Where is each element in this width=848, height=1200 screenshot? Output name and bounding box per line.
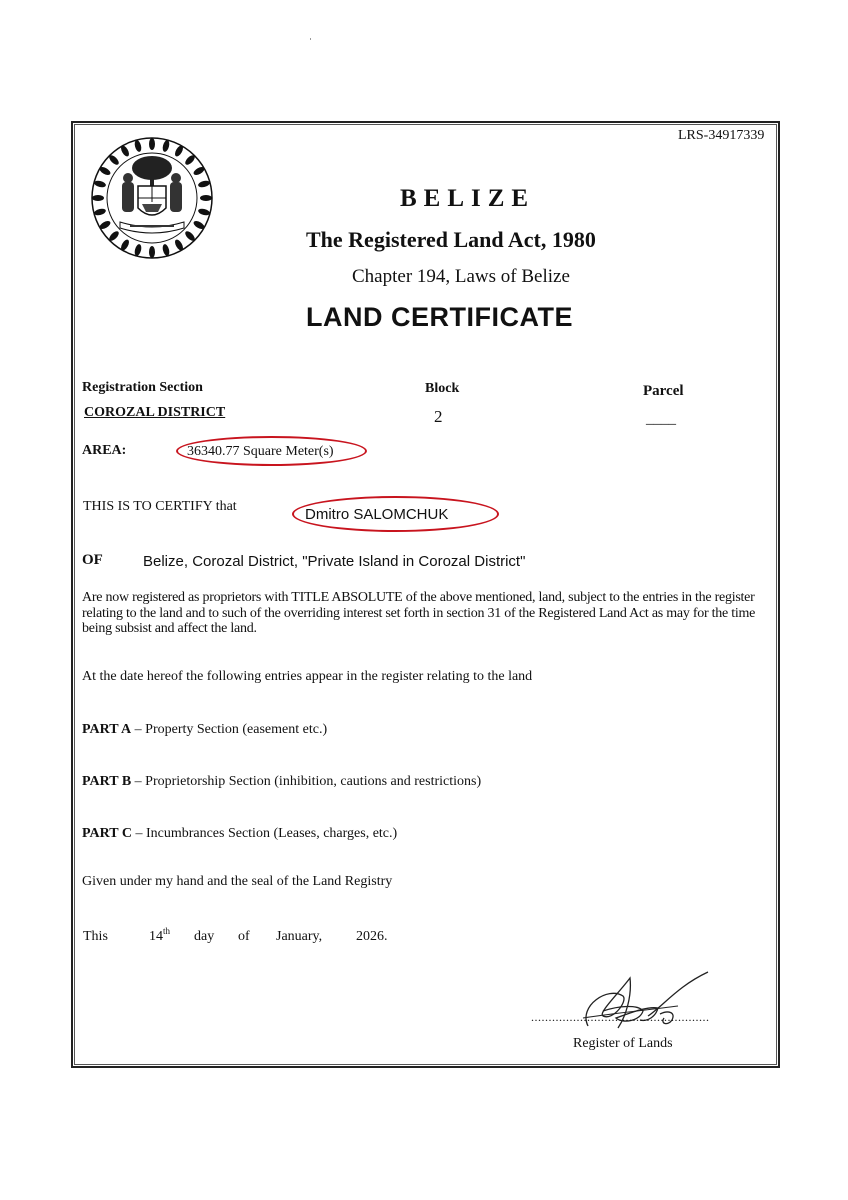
date-day-suffix: th [163, 926, 171, 936]
part-b-line [82, 774, 481, 790]
scan-speck [310, 38, 311, 40]
parcel-value: ____ [646, 411, 676, 427]
of-label: OF [82, 552, 103, 568]
date-year: 2026. [356, 929, 388, 944]
belize-coat-of-arms-seal [90, 136, 214, 260]
part-c-text: – Incumbrances Section (Leases, charges, etc.) [131, 826, 398, 841]
registration-section-value: COROZAL DISTRICT [84, 405, 226, 420]
country-title: BELIZE [400, 185, 536, 212]
certificate-title: LAND CERTIFICATE [306, 302, 573, 332]
act-title: The Registered Land Act, 1980 [306, 227, 596, 252]
registration-statement: Are now registered as proprietors with TITLE ABSOLUTE of the above mentioned, land, subject to the entries in the register relating to the land and to such of the overriding interest set forth in section 31 of the Registered Land Act as may for the time being subsist and affect the land. [82, 590, 756, 636]
reference-number: LRS-34917339 [678, 128, 765, 143]
entries-intro: At the date hereof the following entries appear in the register relating to the land [82, 669, 533, 684]
signature-line: ................................................... [531, 1010, 710, 1024]
date-of-word: of [238, 929, 250, 944]
date-month: January, [276, 929, 323, 944]
part-c-line [82, 826, 397, 842]
area-value: 36340.77 Square Meter(s) [187, 444, 334, 459]
given-statement: Given under my hand and the seal of the Land Registry [82, 874, 393, 889]
chapter-subtitle: Chapter 194, Laws of Belize [352, 266, 570, 287]
part-b-text: – Proprietorship Section (inhibition, cautions and restrictions) [131, 774, 482, 789]
date-day-number: 14 [149, 929, 163, 944]
part-a-line [82, 722, 327, 738]
registration-section-label: Registration Section [82, 380, 203, 395]
part-a-label: PART A [82, 722, 132, 737]
date-day [149, 926, 171, 945]
registrar-title: Register of Lands [573, 1036, 673, 1051]
parcel-label: Parcel [643, 383, 684, 399]
certify-label: THIS IS TO CERTIFY that [83, 499, 237, 514]
part-a-text: – Property Section (easement etc.) [131, 722, 328, 737]
part-c-label: PART C [82, 826, 132, 841]
property-location: Belize, Corozal District, "Private Island in Corozal District" [143, 553, 526, 570]
part-b-label: PART B [82, 774, 132, 789]
block-value: 2 [434, 407, 443, 426]
block-label: Block [425, 381, 460, 396]
registrar-signature [568, 966, 718, 1038]
area-label: AREA: [82, 443, 127, 458]
proprietor-name: Dmitro SALOMCHUK [305, 506, 449, 523]
date-day-word: day [194, 929, 215, 944]
date-this: This [83, 929, 108, 944]
